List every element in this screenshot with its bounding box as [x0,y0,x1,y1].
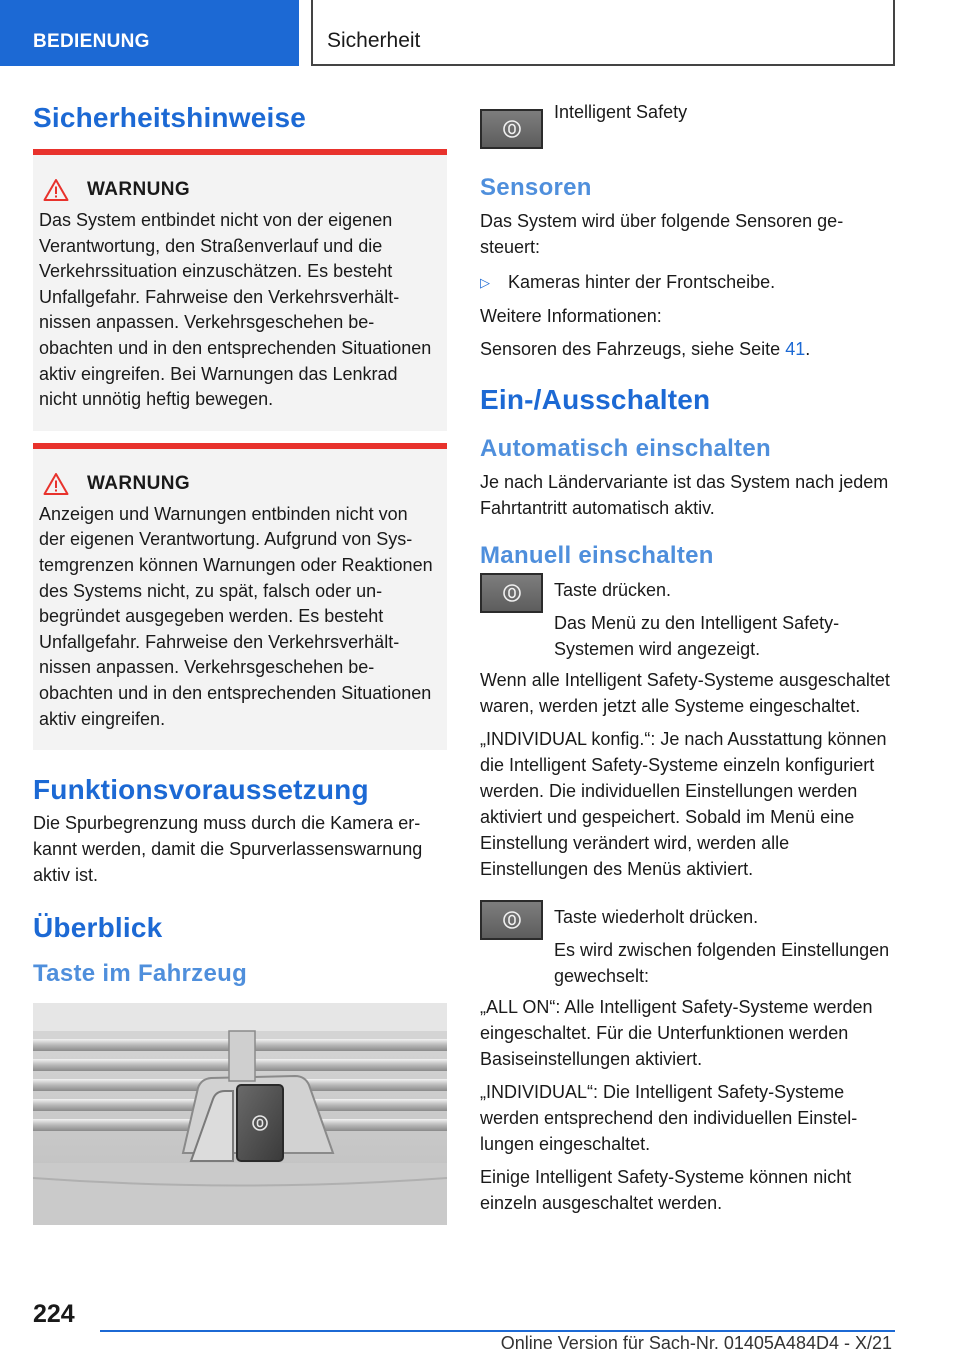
page-link[interactable]: 41 [785,339,806,359]
individual-konfig-text: „INDIVIDUAL konfig.“: Je nach Ausstattung können die Intelligent Safety-Systeme einzeln konfiguriert werden. Die individuellen Einstellungen werden aktiviert und gespeichert. Sobald im Menü eine Einstellung verändert wird, werden alle Einstellungen des Menüs aktiviert. [480,729,887,879]
sensors-text: Das System wird über folgende Sensoren gesteuert: [480,211,844,257]
heading-overview: Überblick [33,912,163,944]
sensor-item-text: Kameras hinter der Frontscheibe. [508,272,776,292]
intelligent-safety-button-icon [480,900,543,940]
warning-triangle-icon [43,178,69,202]
right-column [480,100,890,1216]
all-off-text: Wenn alle Intelligent Safety-Systeme ausgeschaltet waren, werden jetzt alle Systeme eingeschaltet. [480,670,890,716]
warning-header [39,471,435,497]
menu-text-start: Das Menü zu den Intelligent Safety-Systemen wird angezeigt. [554,613,840,659]
warning-label: WARNUNG [87,472,191,494]
auto-on-text: Je nach Ländervariante ist das System nach jedem Fahrtantritt automatisch aktiv. [480,472,889,518]
bullet-triangle-icon: ▷ [480,275,490,290]
heading-safety-notes: Sicherheitshinweise [33,102,307,133]
press-again-text: Taste wiederholt drücken. [554,907,759,927]
section-tab[interactable]: BEDIENUNG [0,0,299,66]
list-item [480,269,890,296]
heading-sensors: Sensoren [480,174,592,201]
warning-box-2 [33,443,447,750]
press-button-row [480,577,890,662]
press-button-text: Taste drücken. [554,580,672,600]
footer-divider [100,1330,895,1332]
chapter-title-box [311,0,895,66]
warning-box-1 [33,149,447,431]
sensors-reference-end: . [805,339,811,359]
page-number: 224 [33,1300,75,1328]
intelligent-safety-button-icon [480,573,543,613]
switch-text: Es wird zwischen folgenden Einstellungen gewechselt: [554,940,890,986]
heading-on-off: Ein-/Ausschalten [480,384,711,415]
sensors-reference-text: Sensoren des Fahrzeugs, siehe Seite [480,339,781,359]
button-caption: Intelligent Safety [554,102,688,122]
subheading-manual-on: Manuell einschalten [480,542,714,569]
more-info-label: Weitere Informationen: [480,306,662,326]
subheading-button-in-vehicle: Taste im Fahrzeug [33,960,248,988]
warning-label: WARNUNG [87,179,191,200]
warning-text: Das System entbindet nicht von der eigenen Verantwortung, den Straßenverlauf und die Verkehrssituation einzuschätzen. Es besteht Unfallgefahr. Fahrweise den Verkehrsverhältnissen anpassen. Verkehrsgeschehen beobachten und in den entsprechenden Situationen aktiv eingreifen. Bei Warnungen das Lenkrad nicht unnötig heftig bewegen. [39,210,432,410]
online-version-text: Online Version für Sach-Nr. 01405A484D4 - X/21 [500,1333,892,1353]
intelligent-safety-button-icon [480,109,543,149]
heading-requirements: Funktionsvoraussetzung [33,774,369,806]
requirements-text: Die Spurbegrenzung muss durch die Kamera erkannt werden, damit die Spurverlassenswarnung aktiv ist. [33,813,423,886]
left-column [33,100,447,1230]
warning-text: Anzeigen und Warnungen entbinden nicht von der eigenen Verantwortung. Aufgrund von Systemgrenzen können Warnungen oder Reaktionen des Systems nicht, zu spät, falsch oder unbegründet ausgegeben werden. Es besteht Unfallgefahr. Fahrweise den Verkehrsverhältnissen anpassen. Verkehrsgeschehen beobachten und in den entsprechenden Situationen aktiv eingreifen. [39,503,433,729]
some-systems-text: Einige Intelligent Safety-Systeme können nicht einzeln ausgeschaltet werden. [480,1167,852,1213]
sensors-reference [480,336,890,362]
all-on-text: „ALL ON“: Alle Intelligent Safety-Systeme werden eingeschaltet. Für die Unterfunktionen werden Basiseinstellungen aktiviert. [480,997,873,1069]
subheading-auto-on: Automatisch einschalten [480,435,771,462]
press-again-row [480,904,890,989]
page-header [0,0,960,66]
warning-triangle-icon [43,472,69,496]
individual-text: „INDIVIDUAL“: Die Intelligent Safety-Systeme werden entsprechend den individuellen Einstellungen eingeschaltet. [480,1082,858,1154]
chapter-title: Sicherheit [327,29,421,52]
intelligent-safety-row [480,99,890,157]
vehicle-button-photo [33,1003,447,1225]
warning-header [39,177,435,203]
